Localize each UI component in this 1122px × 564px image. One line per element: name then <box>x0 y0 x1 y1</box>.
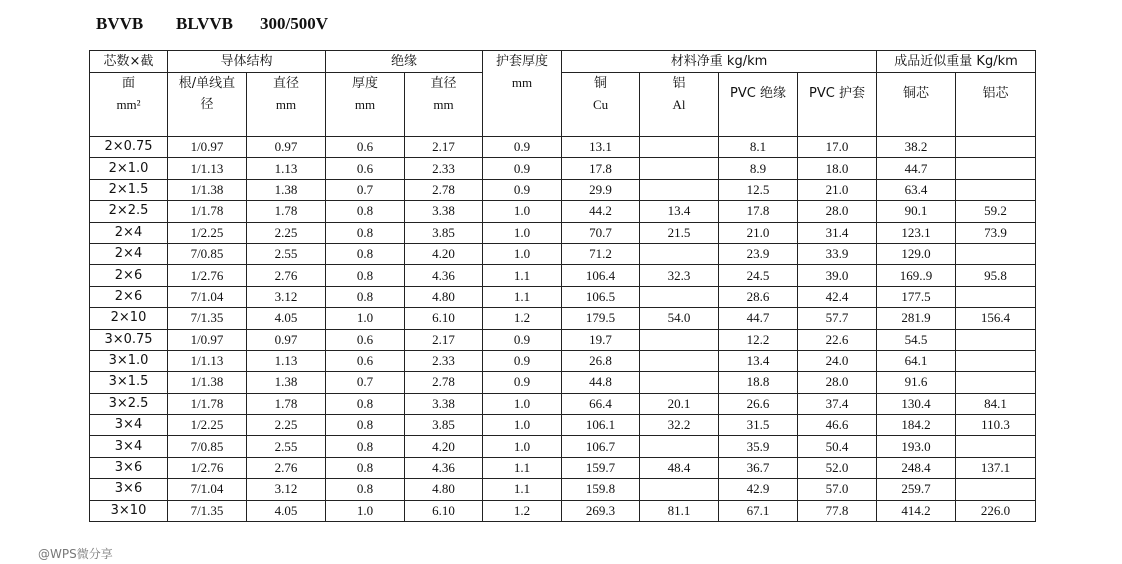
header-pvc-sheath <box>798 73 877 137</box>
table-cell: 1.78 <box>247 201 326 222</box>
table-cell <box>640 372 719 393</box>
table-cell: 44.2 <box>562 201 640 222</box>
table-cell: 3×1.5 <box>90 372 168 393</box>
wps-watermark: @WPS微分享 <box>38 547 113 561</box>
table-cell: 0.8 <box>326 436 405 457</box>
table-cell: 3×4 <box>90 436 168 457</box>
table-cell: 2×4 <box>90 222 168 243</box>
table-cell <box>640 479 719 500</box>
table-cell: 95.8 <box>956 265 1036 286</box>
table-cell: 0.6 <box>326 158 405 179</box>
header-strand-line1: 根/单线直 <box>178 76 236 91</box>
table-cell: 269.3 <box>562 500 640 521</box>
table-cell: 226.0 <box>956 500 1036 521</box>
table-cell: 137.1 <box>956 457 1036 478</box>
table-cell: 3.85 <box>405 415 483 436</box>
table-cell: 12.2 <box>719 329 798 350</box>
table-cell <box>956 243 1036 264</box>
table-cell: 1/2.76 <box>168 265 247 286</box>
table-cell: 1.1 <box>483 265 562 286</box>
table-cell: 1.13 <box>247 158 326 179</box>
table-cell <box>956 436 1036 457</box>
table-cell: 1.0 <box>326 500 405 521</box>
table-cell: 1.1 <box>483 479 562 500</box>
table-cell: 159.7 <box>562 457 640 478</box>
table-cell: 0.8 <box>326 479 405 500</box>
table-cell: 0.6 <box>326 350 405 371</box>
header-cores-section-cont <box>90 73 168 137</box>
table-cell: 1.2 <box>483 500 562 521</box>
table-cell: 31.5 <box>719 415 798 436</box>
table-cell: 0.9 <box>483 329 562 350</box>
title-bvvb: BVVB <box>96 14 144 33</box>
table-cell: 32.2 <box>640 415 719 436</box>
table-cell: 2.78 <box>405 179 483 200</box>
table-cell: 19.7 <box>562 329 640 350</box>
table-row <box>90 222 1036 243</box>
table-cell <box>956 158 1036 179</box>
table-row <box>90 350 1036 371</box>
header-insulation: 绝缘 <box>326 51 483 73</box>
table-cell: 1/2.76 <box>168 457 247 478</box>
table-cell: 0.8 <box>326 222 405 243</box>
table-cell: 1.13 <box>247 350 326 371</box>
table-cell <box>956 350 1036 371</box>
table-cell: 0.9 <box>483 158 562 179</box>
table-cell: 44.7 <box>877 158 956 179</box>
table-cell: 3×10 <box>90 500 168 521</box>
table-cell: 159.8 <box>562 479 640 500</box>
table-cell: 2.76 <box>247 457 326 478</box>
header-pvc-ins-label: PVC 绝缘 <box>730 86 786 101</box>
table-cell: 259.7 <box>877 479 956 500</box>
table-cell: 0.8 <box>326 265 405 286</box>
header-copper-symbol: Cu <box>592 97 609 112</box>
table-cell: 35.9 <box>719 436 798 457</box>
header-copper-core-label: 铜芯 <box>903 86 930 101</box>
table-cell <box>956 137 1036 158</box>
table-cell: 59.2 <box>956 201 1036 222</box>
table-cell: 70.7 <box>562 222 640 243</box>
table-cell: 7/0.85 <box>168 243 247 264</box>
header-aluminum-core <box>956 73 1036 137</box>
table-cell: 6.10 <box>405 500 483 521</box>
table-cell: 1.0 <box>483 436 562 457</box>
table-cell: 3×2.5 <box>90 393 168 414</box>
table-cell: 0.9 <box>483 350 562 371</box>
table-cell: 1.0 <box>483 243 562 264</box>
table-cell <box>640 436 719 457</box>
table-cell: 37.4 <box>798 393 877 414</box>
header-cores-section: 芯数×截 <box>90 51 168 73</box>
table-cell: 179.5 <box>562 308 640 329</box>
table-cell: 4.80 <box>405 286 483 307</box>
table-cell: 8.9 <box>719 158 798 179</box>
table-cell: 91.6 <box>877 372 956 393</box>
table-cell: 4.80 <box>405 479 483 500</box>
table-cell <box>956 479 1036 500</box>
table-cell: 17.8 <box>719 201 798 222</box>
header-aluminum <box>640 73 719 137</box>
table-cell <box>956 372 1036 393</box>
table-cell: 26.6 <box>719 393 798 414</box>
table-cell <box>640 286 719 307</box>
table-cell: 123.1 <box>877 222 956 243</box>
header-conductor-diameter <box>247 73 326 137</box>
table-cell: 2.55 <box>247 243 326 264</box>
table-cell: 1.0 <box>483 415 562 436</box>
table-cell: 81.1 <box>640 500 719 521</box>
header-copper-core <box>877 73 956 137</box>
table-cell: 3.38 <box>405 201 483 222</box>
table-cell: 2.17 <box>405 329 483 350</box>
table-cell: 1.38 <box>247 372 326 393</box>
table-cell <box>956 179 1036 200</box>
table-cell: 3×1.0 <box>90 350 168 371</box>
table-cell: 7/1.35 <box>168 308 247 329</box>
table-cell: 1/0.97 <box>168 329 247 350</box>
table-cell: 2.17 <box>405 137 483 158</box>
table-cell: 39.0 <box>798 265 877 286</box>
header-copper-label: 铜 <box>594 76 608 91</box>
table-cell: 18.8 <box>719 372 798 393</box>
header-aluminum-label: 铝 <box>672 76 686 91</box>
table-cell: 0.6 <box>326 329 405 350</box>
table-cell: 1/1.78 <box>168 393 247 414</box>
table-cell: 71.2 <box>562 243 640 264</box>
header-cond-dia-unit: mm <box>275 97 297 112</box>
table-cell: 2×6 <box>90 265 168 286</box>
table-cell: 106.7 <box>562 436 640 457</box>
table-cell: 1/0.97 <box>168 137 247 158</box>
table-cell: 2×4 <box>90 243 168 264</box>
table-cell: 2.55 <box>247 436 326 457</box>
table-cell: 13.1 <box>562 137 640 158</box>
table-cell: 38.2 <box>877 137 956 158</box>
table-cell <box>640 329 719 350</box>
table-cell: 64.1 <box>877 350 956 371</box>
table-cell: 106.4 <box>562 265 640 286</box>
table-row <box>90 372 1036 393</box>
table-cell: 7/1.04 <box>168 479 247 500</box>
header-row-2 <box>90 73 1036 137</box>
table-cell: 42.9 <box>719 479 798 500</box>
table-cell: 21.0 <box>798 179 877 200</box>
table-cell: 3×6 <box>90 479 168 500</box>
table-cell: 0.8 <box>326 286 405 307</box>
table-cell: 0.8 <box>326 393 405 414</box>
table-cell: 46.6 <box>798 415 877 436</box>
table-cell <box>640 179 719 200</box>
table-cell: 2.33 <box>405 350 483 371</box>
table-cell: 3×0.75 <box>90 329 168 350</box>
header-insulation-diameter <box>405 73 483 137</box>
table-cell: 57.0 <box>798 479 877 500</box>
header-pvc-sheath-label: PVC 护套 <box>809 86 865 101</box>
table-cell: 130.4 <box>877 393 956 414</box>
table-cell: 36.7 <box>719 457 798 478</box>
table-cell: 26.8 <box>562 350 640 371</box>
table-cell: 2×1.5 <box>90 179 168 200</box>
header-material-weight: 材料净重 kg/km <box>562 51 877 73</box>
table-cell: 31.4 <box>798 222 877 243</box>
table-cell: 90.1 <box>877 201 956 222</box>
table-cell: 13.4 <box>719 350 798 371</box>
table-cell: 1/1.13 <box>168 158 247 179</box>
table-cell: 0.97 <box>247 137 326 158</box>
table-row <box>90 436 1036 457</box>
header-col1-line2: 面 <box>121 76 135 91</box>
table-row <box>90 286 1036 307</box>
table-cell: 7/1.04 <box>168 286 247 307</box>
table-cell: 17.8 <box>562 158 640 179</box>
header-copper <box>562 73 640 137</box>
table-cell: 4.36 <box>405 265 483 286</box>
table-cell: 4.05 <box>247 500 326 521</box>
table-cell: 12.5 <box>719 179 798 200</box>
table-cell: 0.9 <box>483 372 562 393</box>
table-row <box>90 179 1036 200</box>
header-strand-line2: 径 <box>200 97 214 112</box>
table-cell: 0.6 <box>326 137 405 158</box>
table-cell: 13.4 <box>640 201 719 222</box>
table-cell: 28.6 <box>719 286 798 307</box>
table-cell: 1/1.38 <box>168 179 247 200</box>
table-cell: 32.3 <box>640 265 719 286</box>
table-cell: 414.2 <box>877 500 956 521</box>
table-cell: 169..9 <box>877 265 956 286</box>
header-sheath-unit: mm <box>511 75 533 90</box>
header-row-1 <box>90 51 1036 73</box>
table-cell <box>956 286 1036 307</box>
header-insulation-thickness <box>326 73 405 137</box>
table-cell: 33.9 <box>798 243 877 264</box>
table-cell: 66.4 <box>562 393 640 414</box>
table-cell: 84.1 <box>956 393 1036 414</box>
table-cell: 193.0 <box>877 436 956 457</box>
table-cell: 63.4 <box>877 179 956 200</box>
table-cell: 7/0.85 <box>168 436 247 457</box>
table-cell: 0.9 <box>483 179 562 200</box>
table-cell: 54.0 <box>640 308 719 329</box>
table-cell: 2×2.5 <box>90 201 168 222</box>
table-cell: 0.8 <box>326 415 405 436</box>
table-cell: 1/1.38 <box>168 372 247 393</box>
table-cell: 3×6 <box>90 457 168 478</box>
header-strand <box>168 73 247 137</box>
table-row <box>90 265 1036 286</box>
table-cell: 77.8 <box>798 500 877 521</box>
table-cell: 7/1.35 <box>168 500 247 521</box>
table-row <box>90 243 1036 264</box>
table-cell: 3.38 <box>405 393 483 414</box>
table-cell: 8.1 <box>719 137 798 158</box>
table-cell <box>956 329 1036 350</box>
table-row <box>90 393 1036 414</box>
header-conductor: 导体结构 <box>168 51 326 73</box>
table-cell: 3.12 <box>247 286 326 307</box>
header-ins-dia-unit: mm <box>433 97 454 112</box>
table-cell: 1.0 <box>326 308 405 329</box>
table-cell: 18.0 <box>798 158 877 179</box>
table-cell: 2×1.0 <box>90 158 168 179</box>
table-cell: 52.0 <box>798 457 877 478</box>
table-cell: 73.9 <box>956 222 1036 243</box>
table-cell: 44.8 <box>562 372 640 393</box>
table-cell: 1.1 <box>483 457 562 478</box>
title-blvvb: BLVVB <box>176 14 234 33</box>
table-cell: 281.9 <box>877 308 956 329</box>
table-cell: 1.0 <box>483 222 562 243</box>
table-cell: 48.4 <box>640 457 719 478</box>
table-row <box>90 457 1036 478</box>
table-cell: 0.8 <box>326 457 405 478</box>
document-title <box>96 14 328 34</box>
table-cell: 4.20 <box>405 436 483 457</box>
header-sheath-label: 护套厚度 <box>496 54 549 69</box>
table-cell: 20.1 <box>640 393 719 414</box>
header-ins-thick-unit: mm <box>354 97 376 112</box>
table-cell: 4.20 <box>405 243 483 264</box>
table-cell: 24.5 <box>719 265 798 286</box>
table-row <box>90 158 1036 179</box>
table-cell: 1.0 <box>483 201 562 222</box>
table-cell <box>640 158 719 179</box>
table-cell: 24.0 <box>798 350 877 371</box>
table-cell: 50.4 <box>798 436 877 457</box>
header-ins-dia-label: 直径 <box>430 76 457 91</box>
table-cell: 1.0 <box>483 393 562 414</box>
title-voltage: 300/500V <box>260 14 328 33</box>
table-cell: 106.5 <box>562 286 640 307</box>
table-cell: 4.05 <box>247 308 326 329</box>
table-cell: 42.4 <box>798 286 877 307</box>
table-cell: 0.7 <box>326 179 405 200</box>
table-cell: 21.0 <box>719 222 798 243</box>
table-cell: 57.7 <box>798 308 877 329</box>
table-cell: 1.78 <box>247 393 326 414</box>
table-cell: 2×10 <box>90 308 168 329</box>
table-cell: 0.8 <box>326 243 405 264</box>
table-row <box>90 137 1036 158</box>
table-cell: 2.78 <box>405 372 483 393</box>
cable-spec-table <box>89 50 1036 522</box>
table-cell: 28.0 <box>798 201 877 222</box>
table-cell: 129.0 <box>877 243 956 264</box>
table-cell: 110.3 <box>956 415 1036 436</box>
table-cell: 1/1.78 <box>168 201 247 222</box>
table-cell: 106.1 <box>562 415 640 436</box>
table-row <box>90 415 1036 436</box>
table-cell: 1.1 <box>483 286 562 307</box>
header-product-weight: 成品近似重量 Kg/km <box>877 51 1036 73</box>
table-cell <box>640 137 719 158</box>
header-sheath <box>483 51 562 137</box>
table-cell: 44.7 <box>719 308 798 329</box>
table-cell: 1/2.25 <box>168 415 247 436</box>
table-cell: 2.33 <box>405 158 483 179</box>
table-row <box>90 479 1036 500</box>
table-cell: 0.9 <box>483 137 562 158</box>
table-cell: 54.5 <box>877 329 956 350</box>
table-cell: 2.25 <box>247 222 326 243</box>
table-cell: 4.36 <box>405 457 483 478</box>
table-row <box>90 201 1036 222</box>
table-cell: 2×0.75 <box>90 137 168 158</box>
table-cell: 1/1.13 <box>168 350 247 371</box>
header-ins-thick-label: 厚度 <box>352 76 379 91</box>
header-col1-unit: mm² <box>116 97 141 112</box>
table-cell: 29.9 <box>562 179 640 200</box>
header-cond-dia-label: 直径 <box>273 76 300 91</box>
table-cell <box>640 243 719 264</box>
table-cell: 184.2 <box>877 415 956 436</box>
table-cell: 17.0 <box>798 137 877 158</box>
table-cell: 1.38 <box>247 179 326 200</box>
table-row <box>90 308 1036 329</box>
table-cell: 6.10 <box>405 308 483 329</box>
table-cell: 67.1 <box>719 500 798 521</box>
table-cell: 2.25 <box>247 415 326 436</box>
table-cell: 28.0 <box>798 372 877 393</box>
table-cell: 2.76 <box>247 265 326 286</box>
table-cell: 1.2 <box>483 308 562 329</box>
table-cell: 3.12 <box>247 479 326 500</box>
table-cell: 0.7 <box>326 372 405 393</box>
table-cell: 22.6 <box>798 329 877 350</box>
table-cell: 23.9 <box>719 243 798 264</box>
table-cell: 177.5 <box>877 286 956 307</box>
table-cell: 156.4 <box>956 308 1036 329</box>
header-al-core-label: 铝芯 <box>982 86 1009 101</box>
table-cell: 0.97 <box>247 329 326 350</box>
table-cell: 21.5 <box>640 222 719 243</box>
table-cell <box>640 350 719 371</box>
table-cell: 3.85 <box>405 222 483 243</box>
table-row <box>90 329 1036 350</box>
table-row <box>90 500 1036 521</box>
table-cell: 248.4 <box>877 457 956 478</box>
header-aluminum-symbol: Al <box>672 97 686 112</box>
table-cell: 1/2.25 <box>168 222 247 243</box>
table-cell: 3×4 <box>90 415 168 436</box>
header-pvc-insulation <box>719 73 798 137</box>
table-cell: 2×6 <box>90 286 168 307</box>
table-cell: 0.8 <box>326 201 405 222</box>
